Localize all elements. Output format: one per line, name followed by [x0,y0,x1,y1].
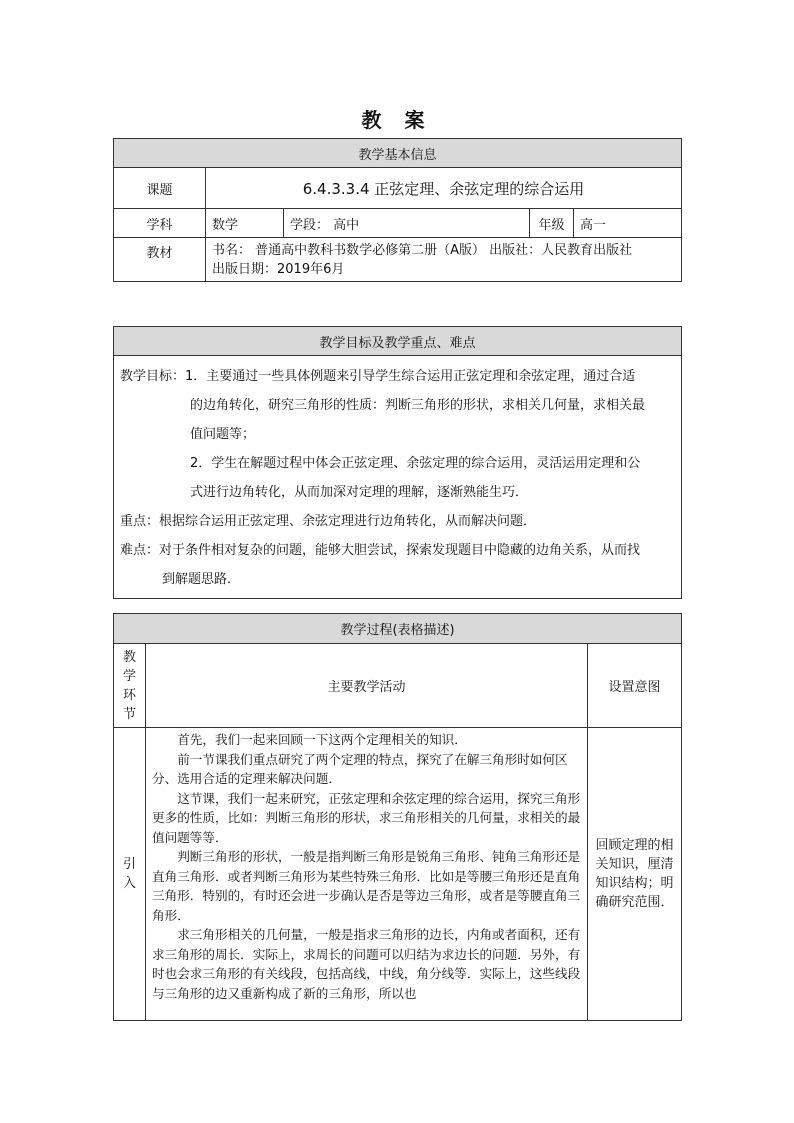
intent-text: 回顾定理的相关知识，厘清知识结构；明确研究范围． [588,728,682,1021]
activity-paragraph: 这节课，我们一起来研究，正弦定理和余弦定理的综合运用，探究三角形更多的性质，比如：判断三角形的形状，求三角形相关的几何量，求相关的最值问题等等． [152,790,581,845]
stage-intro: 引入 [114,728,146,1021]
basic-info-table [113,138,682,282]
activity-paragraph: 首先，我们一起来回顾一下这两个定理相关的知识． [177,732,467,747]
activity-paragraph: 前一节课我们重点研究了两个定理的特点，探究了在解三角形时如何区分、选用合适的定理来解决问题． [152,751,568,786]
goals-header: 教学目标及教学重点、难点 [114,327,682,356]
objective-line: 式进行边角转化，从而加深对定理的理解，逐渐熟能生巧． [190,485,529,500]
key-point: 重点：根据综合运用正弦定理、余弦定理进行边角转化，从而解决问题． [120,514,537,529]
grade-value: 高一 [574,209,682,238]
col-intent-header: 设置意图 [588,644,682,728]
objective-line: 值问题等； [190,427,256,442]
activity-paragraph: 求三角形相关的几何量，一般是指求三角形的边长，内角或者面积，还有求三角形的周长．实际上，求周长的问题可以归结为求边长的问题．另外，有时也会求三角形的有关线段，包括高线，中线，角分线等．实际上，这些线段与三角形的边又重新构成了新的三角形，所以也 [152,927,581,1001]
objective-line: 2．学生在解题过程中体会正弦定理、余弦定理的综合运用，灵活运用定理和公 [190,456,641,471]
activity-paragraph: 判断三角形的形状，一般是指判断三角形是锐角三角形、钝角三角形还是直角三角形．或者判断三角形为某些特殊三角形．比如是等腰三角形还是直角三角形．特别的，有时还会进一步确认是否是等边三角形，或者是等腰直角三角形． [152,849,581,923]
difficulty-line: 到解题思路． [162,572,241,587]
subject-value: 数学 [206,209,284,238]
process-table [113,613,682,1021]
textbook-line1: 书名： 普通高中教科书数学必修第二册（A版） 出版社：人民教育出版社 [212,242,633,258]
subject-label: 学科 [114,209,206,238]
basic-info-header: 教学基本信息 [114,139,682,168]
stage-value: 学段： 高中 [284,209,530,238]
goals-table [113,326,682,599]
textbook-label: 教材 [114,238,206,282]
col-stage-header: 教学环节 [114,644,146,728]
topic-value: 6.4.3.3.4 正弦定理、余弦定理的综合运用 [206,168,682,209]
difficulty-line: 难点：对于条件相对复杂的问题，能够大胆尝试，探索发现题目中隐藏的边角关系，从而找 [120,543,641,558]
activity-content [146,728,588,1021]
objective-line: 的边角转化，研究三角形的性质：判断三角形的形状，求相关几何量，求相关最 [190,398,646,413]
textbook-info [206,238,682,282]
document-title: 教 案 [361,108,433,132]
col-activity-header: 主要教学活动 [146,644,588,728]
goals-content [114,356,682,599]
process-header: 教学过程(表格描述) [114,614,682,644]
topic-label: 课题 [114,168,206,209]
objective-line: 教学目标：1．主要通过一些具体例题来引导学生综合运用正弦定理和余弦定理，通过合适 [120,369,636,384]
textbook-line2: 出版日期：2019年6月 [212,261,345,277]
grade-label: 年级 [530,209,574,238]
